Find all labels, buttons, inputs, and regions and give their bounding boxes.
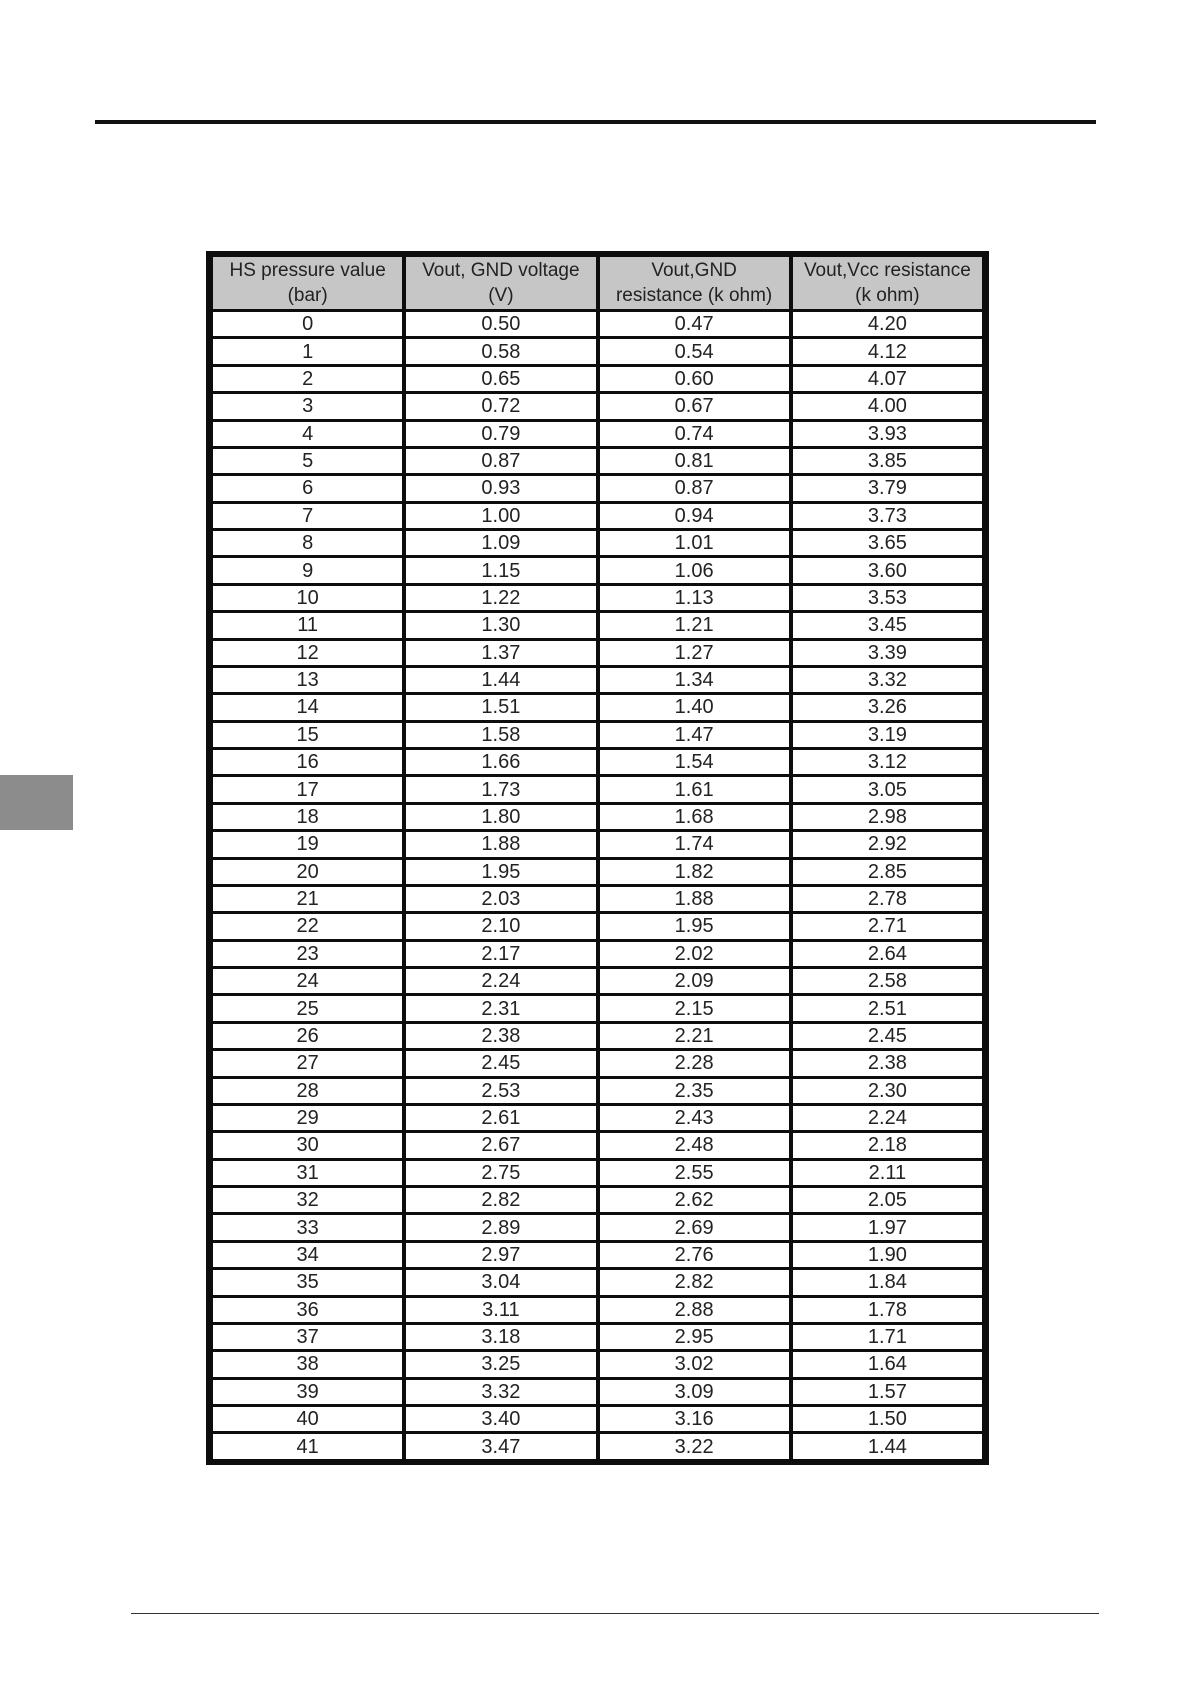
- cell-gnd-resistance: 1.40: [600, 695, 789, 719]
- table-row: [213, 805, 982, 829]
- cell-gnd-resistance: 1.13: [600, 586, 789, 610]
- cell-voltage: 3.32: [406, 1380, 595, 1404]
- cell-voltage: 0.87: [406, 449, 595, 473]
- cell-gnd-resistance: 1.27: [600, 641, 789, 665]
- header-voltage-line2: (V): [488, 285, 514, 306]
- cell-gnd-resistance: 2.62: [600, 1188, 789, 1212]
- cell-voltage: 2.31: [406, 996, 595, 1020]
- cell-vcc-resistance: 1.44: [793, 1434, 982, 1459]
- cell-pressure: 9: [213, 558, 402, 582]
- cell-vcc-resistance: 3.65: [793, 531, 982, 555]
- cell-voltage: 1.30: [406, 613, 595, 637]
- cell-voltage: 2.38: [406, 1024, 595, 1048]
- header-vcc-res-line2: (k ohm): [855, 285, 920, 306]
- cell-voltage: 1.00: [406, 504, 595, 528]
- cell-pressure: 27: [213, 1051, 402, 1075]
- table-row: [213, 1380, 982, 1404]
- bottom-rule: [131, 1613, 1099, 1614]
- cell-pressure: 41: [213, 1434, 402, 1459]
- cell-voltage: 1.66: [406, 750, 595, 774]
- cell-pressure: 22: [213, 914, 402, 938]
- cell-gnd-resistance: 2.02: [600, 942, 789, 966]
- table-row: [213, 641, 982, 665]
- cell-pressure: 18: [213, 805, 402, 829]
- cell-gnd-resistance: 2.15: [600, 996, 789, 1020]
- header-vout-vcc-resistance: [793, 257, 982, 309]
- header-pressure: [213, 257, 402, 309]
- header-pressure-line2: (bar): [287, 285, 328, 306]
- cell-gnd-resistance: 2.21: [600, 1024, 789, 1048]
- cell-pressure: 30: [213, 1133, 402, 1157]
- cell-voltage: 2.24: [406, 969, 595, 993]
- cell-pressure: 10: [213, 586, 402, 610]
- cell-vcc-resistance: 2.38: [793, 1051, 982, 1075]
- cell-vcc-resistance: 4.12: [793, 339, 982, 363]
- pressure-table: [209, 254, 986, 1462]
- cell-pressure: 28: [213, 1079, 402, 1103]
- cell-gnd-resistance: 1.54: [600, 750, 789, 774]
- cell-pressure: 26: [213, 1024, 402, 1048]
- cell-voltage: 2.53: [406, 1079, 595, 1103]
- cell-pressure: 39: [213, 1380, 402, 1404]
- cell-gnd-resistance: 0.87: [600, 476, 789, 500]
- cell-vcc-resistance: 3.85: [793, 449, 982, 473]
- cell-pressure: 6: [213, 476, 402, 500]
- cell-vcc-resistance: 1.84: [793, 1270, 982, 1294]
- cell-voltage: 2.61: [406, 1106, 595, 1130]
- cell-gnd-resistance: 2.28: [600, 1051, 789, 1075]
- cell-gnd-resistance: 2.55: [600, 1161, 789, 1185]
- table-row: [213, 613, 982, 637]
- cell-vcc-resistance: 3.60: [793, 558, 982, 582]
- cell-voltage: 3.40: [406, 1407, 595, 1431]
- table-row: [213, 312, 982, 336]
- table-row: [213, 1325, 982, 1349]
- cell-voltage: 0.65: [406, 367, 595, 391]
- table-row: [213, 476, 982, 500]
- cell-vcc-resistance: 2.51: [793, 996, 982, 1020]
- cell-gnd-resistance: 0.74: [600, 422, 789, 446]
- cell-pressure: 23: [213, 942, 402, 966]
- cell-gnd-resistance: 0.81: [600, 449, 789, 473]
- table-row: [213, 1215, 982, 1239]
- cell-vcc-resistance: 2.78: [793, 887, 982, 911]
- table-row: [213, 367, 982, 391]
- table-row: [213, 777, 982, 801]
- cell-voltage: 1.88: [406, 832, 595, 856]
- cell-vcc-resistance: 1.78: [793, 1298, 982, 1322]
- cell-gnd-resistance: 0.94: [600, 504, 789, 528]
- header-voltage-line1: Vout, GND voltage: [422, 260, 580, 281]
- table-row: [213, 1352, 982, 1376]
- cell-voltage: 3.04: [406, 1270, 595, 1294]
- cell-vcc-resistance: 1.64: [793, 1352, 982, 1376]
- cell-voltage: 3.18: [406, 1325, 595, 1349]
- cell-gnd-resistance: 2.48: [600, 1133, 789, 1157]
- cell-vcc-resistance: 1.71: [793, 1325, 982, 1349]
- cell-voltage: 2.97: [406, 1243, 595, 1267]
- cell-voltage: 3.25: [406, 1352, 595, 1376]
- header-pressure-line1: HS pressure value: [229, 260, 386, 281]
- cell-pressure: 29: [213, 1106, 402, 1130]
- top-rule: [95, 120, 1096, 124]
- cell-vcc-resistance: 2.24: [793, 1106, 982, 1130]
- cell-vcc-resistance: 3.73: [793, 504, 982, 528]
- table-row: [213, 504, 982, 528]
- cell-voltage: 1.73: [406, 777, 595, 801]
- cell-pressure: 36: [213, 1298, 402, 1322]
- header-gnd-res-line1: Vout,GND: [651, 260, 737, 281]
- table-row: [213, 1434, 982, 1459]
- cell-pressure: 13: [213, 668, 402, 692]
- cell-vcc-resistance: 3.19: [793, 723, 982, 747]
- table-row: [213, 1051, 982, 1075]
- table-row: [213, 1243, 982, 1267]
- cell-voltage: 0.58: [406, 339, 595, 363]
- cell-vcc-resistance: 4.20: [793, 312, 982, 336]
- cell-pressure: 32: [213, 1188, 402, 1212]
- cell-voltage: 2.45: [406, 1051, 595, 1075]
- cell-vcc-resistance: 3.53: [793, 586, 982, 610]
- table-row: [213, 996, 982, 1020]
- cell-vcc-resistance: 2.11: [793, 1161, 982, 1185]
- cell-vcc-resistance: 2.18: [793, 1133, 982, 1157]
- cell-pressure: 0: [213, 312, 402, 336]
- cell-vcc-resistance: 3.39: [793, 641, 982, 665]
- header-vout-gnd-resistance: [600, 257, 789, 309]
- table-row: [213, 1106, 982, 1130]
- table-row: [213, 860, 982, 884]
- table-row: [213, 695, 982, 719]
- cell-pressure: 5: [213, 449, 402, 473]
- table-row: [213, 449, 982, 473]
- cell-vcc-resistance: 2.85: [793, 860, 982, 884]
- table-row: [213, 1188, 982, 1212]
- cell-pressure: 11: [213, 613, 402, 637]
- table-row: [213, 1079, 982, 1103]
- header-gnd-res-line2: resistance (k ohm): [615, 285, 773, 306]
- cell-pressure: 21: [213, 887, 402, 911]
- cell-gnd-resistance: 0.54: [600, 339, 789, 363]
- cell-vcc-resistance: 3.79: [793, 476, 982, 500]
- cell-gnd-resistance: 0.47: [600, 312, 789, 336]
- cell-gnd-resistance: 2.95: [600, 1325, 789, 1349]
- table-row: [213, 394, 982, 418]
- cell-pressure: 12: [213, 641, 402, 665]
- cell-pressure: 15: [213, 723, 402, 747]
- cell-voltage: 3.47: [406, 1434, 595, 1459]
- cell-gnd-resistance: 3.02: [600, 1352, 789, 1376]
- table-row: [213, 668, 982, 692]
- cell-voltage: 1.15: [406, 558, 595, 582]
- cell-voltage: 1.51: [406, 695, 595, 719]
- cell-voltage: 0.93: [406, 476, 595, 500]
- cell-vcc-resistance: 3.93: [793, 422, 982, 446]
- table-row: [213, 558, 982, 582]
- cell-pressure: 40: [213, 1407, 402, 1431]
- cell-gnd-resistance: 2.69: [600, 1215, 789, 1239]
- cell-gnd-resistance: 2.82: [600, 1270, 789, 1294]
- cell-gnd-resistance: 1.06: [600, 558, 789, 582]
- cell-vcc-resistance: 1.97: [793, 1215, 982, 1239]
- header-vout-gnd-voltage: [406, 257, 595, 309]
- cell-gnd-resistance: 1.82: [600, 860, 789, 884]
- table-header-row: [213, 257, 982, 309]
- table-row: [213, 1024, 982, 1048]
- cell-pressure: 2: [213, 367, 402, 391]
- cell-pressure: 14: [213, 695, 402, 719]
- cell-pressure: 4: [213, 422, 402, 446]
- cell-pressure: 7: [213, 504, 402, 528]
- header-vcc-res-line1: Vout,Vcc resistance: [803, 260, 971, 281]
- cell-voltage: 1.22: [406, 586, 595, 610]
- cell-gnd-resistance: 1.34: [600, 668, 789, 692]
- cell-voltage: 0.50: [406, 312, 595, 336]
- cell-vcc-resistance: 4.07: [793, 367, 982, 391]
- cell-gnd-resistance: 1.74: [600, 832, 789, 856]
- cell-vcc-resistance: 2.64: [793, 942, 982, 966]
- cell-voltage: 3.11: [406, 1298, 595, 1322]
- table-row: [213, 832, 982, 856]
- cell-voltage: 1.09: [406, 531, 595, 555]
- cell-pressure: 20: [213, 860, 402, 884]
- cell-pressure: 33: [213, 1215, 402, 1239]
- cell-pressure: 8: [213, 531, 402, 555]
- cell-voltage: 2.10: [406, 914, 595, 938]
- cell-voltage: 1.95: [406, 860, 595, 884]
- cell-voltage: 0.79: [406, 422, 595, 446]
- cell-vcc-resistance: 2.98: [793, 805, 982, 829]
- table-row: [213, 723, 982, 747]
- cell-vcc-resistance: 2.05: [793, 1188, 982, 1212]
- cell-vcc-resistance: 4.00: [793, 394, 982, 418]
- table-row: [213, 1270, 982, 1294]
- cell-pressure: 35: [213, 1270, 402, 1294]
- cell-gnd-resistance: 1.61: [600, 777, 789, 801]
- chapter-side-tab: [0, 775, 73, 830]
- table-row: [213, 1161, 982, 1185]
- cell-gnd-resistance: 1.68: [600, 805, 789, 829]
- table-row: [213, 969, 982, 993]
- cell-vcc-resistance: 3.05: [793, 777, 982, 801]
- cell-pressure: 38: [213, 1352, 402, 1376]
- cell-vcc-resistance: 3.32: [793, 668, 982, 692]
- cell-pressure: 3: [213, 394, 402, 418]
- table-row: [213, 531, 982, 555]
- cell-vcc-resistance: 3.12: [793, 750, 982, 774]
- table-row: [213, 1407, 982, 1431]
- table-row: [213, 1298, 982, 1322]
- cell-gnd-resistance: 3.22: [600, 1434, 789, 1459]
- cell-pressure: 25: [213, 996, 402, 1020]
- cell-vcc-resistance: 2.45: [793, 1024, 982, 1048]
- cell-gnd-resistance: 2.35: [600, 1079, 789, 1103]
- cell-pressure: 24: [213, 969, 402, 993]
- table-row: [213, 422, 982, 446]
- table-row: [213, 750, 982, 774]
- cell-pressure: 17: [213, 777, 402, 801]
- cell-voltage: 2.82: [406, 1188, 595, 1212]
- cell-gnd-resistance: 1.47: [600, 723, 789, 747]
- cell-vcc-resistance: 1.90: [793, 1243, 982, 1267]
- cell-gnd-resistance: 1.01: [600, 531, 789, 555]
- cell-gnd-resistance: 0.67: [600, 394, 789, 418]
- cell-voltage: 2.03: [406, 887, 595, 911]
- cell-vcc-resistance: 1.50: [793, 1407, 982, 1431]
- cell-gnd-resistance: 2.09: [600, 969, 789, 993]
- table-row: [213, 586, 982, 610]
- cell-pressure: 31: [213, 1161, 402, 1185]
- cell-pressure: 1: [213, 339, 402, 363]
- cell-voltage: 1.44: [406, 668, 595, 692]
- cell-gnd-resistance: 0.60: [600, 367, 789, 391]
- cell-voltage: 1.58: [406, 723, 595, 747]
- cell-pressure: 37: [213, 1325, 402, 1349]
- cell-gnd-resistance: 1.21: [600, 613, 789, 637]
- cell-vcc-resistance: 2.30: [793, 1079, 982, 1103]
- cell-vcc-resistance: 3.26: [793, 695, 982, 719]
- cell-pressure: 19: [213, 832, 402, 856]
- table-row: [213, 914, 982, 938]
- cell-gnd-resistance: 2.88: [600, 1298, 789, 1322]
- cell-gnd-resistance: 3.09: [600, 1380, 789, 1404]
- cell-gnd-resistance: 3.16: [600, 1407, 789, 1431]
- cell-vcc-resistance: 2.92: [793, 832, 982, 856]
- cell-vcc-resistance: 2.58: [793, 969, 982, 993]
- cell-gnd-resistance: 1.88: [600, 887, 789, 911]
- cell-voltage: 2.75: [406, 1161, 595, 1185]
- cell-gnd-resistance: 2.76: [600, 1243, 789, 1267]
- table-row: [213, 1133, 982, 1157]
- cell-vcc-resistance: 1.57: [793, 1380, 982, 1404]
- cell-gnd-resistance: 2.43: [600, 1106, 789, 1130]
- table-body: [213, 312, 982, 1459]
- cell-vcc-resistance: 3.45: [793, 613, 982, 637]
- cell-voltage: 2.17: [406, 942, 595, 966]
- cell-voltage: 0.72: [406, 394, 595, 418]
- cell-vcc-resistance: 2.71: [793, 914, 982, 938]
- cell-voltage: 2.67: [406, 1133, 595, 1157]
- cell-voltage: 1.37: [406, 641, 595, 665]
- cell-voltage: 2.89: [406, 1215, 595, 1239]
- table-row: [213, 887, 982, 911]
- table-row: [213, 942, 982, 966]
- cell-gnd-resistance: 1.95: [600, 914, 789, 938]
- cell-voltage: 1.80: [406, 805, 595, 829]
- cell-pressure: 16: [213, 750, 402, 774]
- table-row: [213, 339, 982, 363]
- pressure-table-frame: [206, 251, 989, 1465]
- cell-pressure: 34: [213, 1243, 402, 1267]
